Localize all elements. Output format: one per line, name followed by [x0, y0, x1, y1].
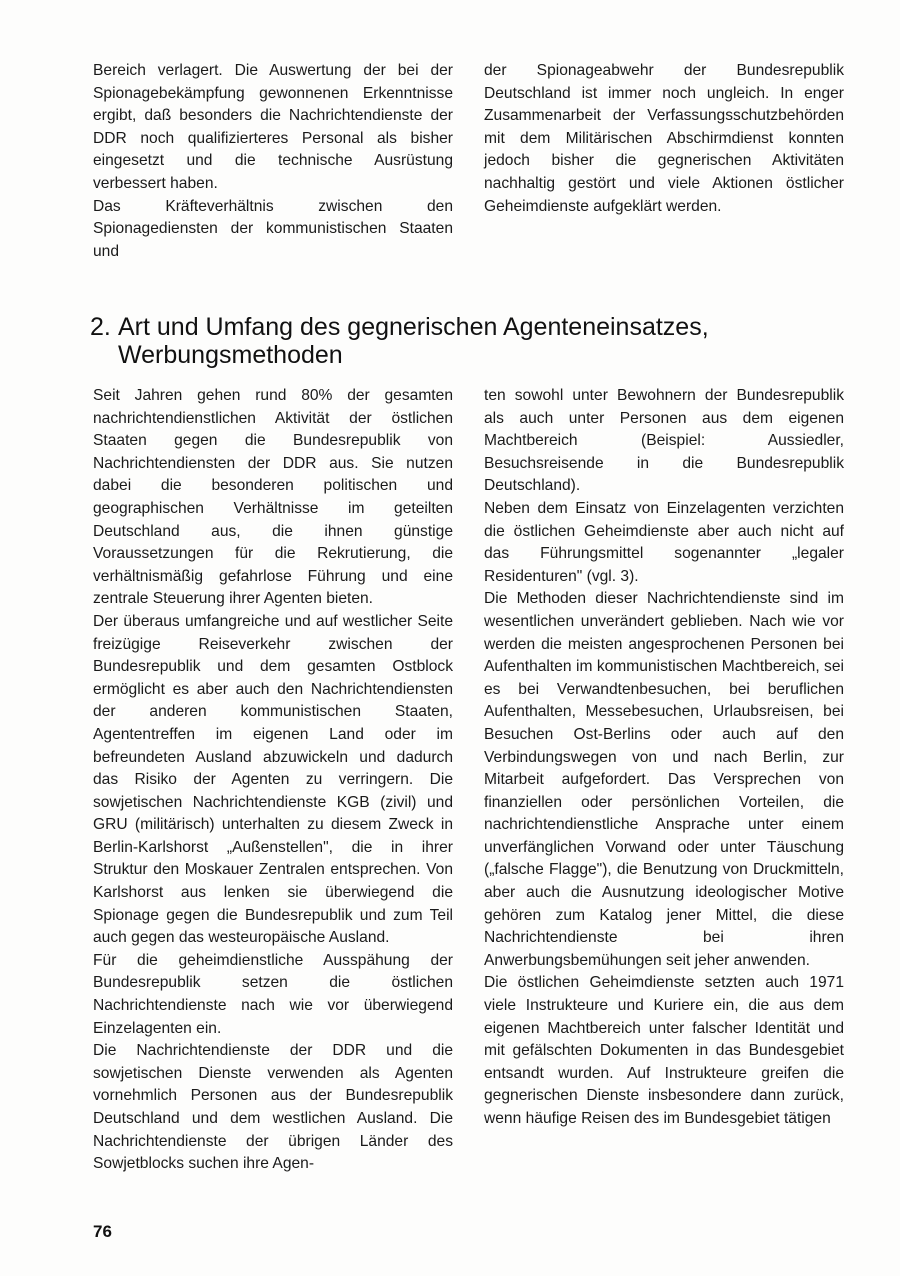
text-column-bottom-left: [93, 385, 453, 1176]
paragraph: Für die geheimdienstliche Ausspähung der Bundesrepublik setzen die östlichen Nachrichtendienste nach wie vor überwiegend Einzelagenten ein.: [93, 951, 453, 1037]
text-column-top-left: [93, 60, 453, 263]
text-column-top-right: [484, 60, 844, 218]
paragraph: Der überaus umfangreiche und auf westlicher Seite freizügige Reiseverkehr zwischen der Bundesrepublik und dem gesamten Ostblock ermöglicht es aber auch den Nachrichtendiensten der anderen kommunistischen Staaten, Agententreffen im eigenen Land oder im befreundeten Ausland abzuwickeln und dadurch das Risiko der Agenten zu verringern. Die sowjetischen Nachrichtendienste KGB (zivil) und GRU (militärisch) unterhalten zu diesem Zweck in Berlin-Karlshorst „Außenstellen", die in ihrer Struktur den Moskauer Zentralen entsprechen. Von Karlshorst aus lenken sie überwiegend die Spionage gegen die Bundesrepublik und zum Teil auch gegen das westeuropäische Ausland.: [93, 612, 453, 947]
section-title-line-1: Art und Umfang des gegnerischen Agenteneinsatzes,: [118, 313, 709, 341]
paragraph: ten sowohl unter Bewohnern der Bundesrepublik als auch unter Personen aus dem eigenen Machtbereich (Beispiel: Aussiedler, Besuchsreisende in die Bundesrepublik Deutschland).: [484, 387, 844, 495]
page-number: 76: [93, 1222, 112, 1241]
paragraph: Die Methoden dieser Nachrichtendienste sind im wesentlichen unverändert geblieben. Nach wie vor werden die meisten angesprochenen Personen bei Aufenthalten im kommunistischen Machtbereich, sei es bei Verwandtenbesuchen, bei beruflichen Aufenthalten, Messebesuchen, Urlaubsreisen, bei Besuchen Ost-Berlins oder auch auf den Verbindungswegen von und nach Berlin, zur Mitarbeit aufgefordert. Das Versprechen von finanziellen oder persönlichen Vorteilen, die nachrichtendienstliche Ansprache unter einem unverfänglichen Vorwand oder unter Täuschung („falsche Flagge"), die Benutzung von Druckmitteln, aber auch die Ausnutzung ideologischer Motive gehören zum Katalog jener Mittel, die diese Nachrichtendienste bei ihren Anwerbungsbemühungen seit jeher anwenden.: [484, 590, 844, 969]
section-heading: [90, 313, 810, 369]
paragraph: Die östlichen Geheimdienste setzten auch 1971 viele Instrukteure und Kuriere ein, die aus dem eigenen Machtbereich unter falscher Identität und mit gefälschten Dokumenten in das Bundesgebiet entsandt wurden. Auf Instrukteure greifen die gegnerischen Dienste insbesondere dann zurück, wenn häufige Reisen des im Bundesgebiet tätigen: [484, 974, 844, 1127]
paragraph: Seit Jahren gehen rund 80% der gesamten nachrichtendienstlichen Aktivität der östlichen Staaten gegen die Bundesrepublik von Nachrichtendiensten der DDR aus. Sie nutzen dabei die besonderen politischen und geographischen Verhältnisse im geteilten Deutschland aus, die ihnen günstige Voraussetzungen für die Rekrutierung, die verhältnismäßig gefahrlose Führung und eine zentrale Steuerung ihrer Agenten bieten.: [93, 387, 453, 608]
text-column-bottom-right: [484, 385, 844, 1131]
paragraph: Das Kräfteverhältnis zwischen den Spionagediensten der kommunistischen Staaten und: [93, 197, 453, 260]
paragraph: Bereich verlagert. Die Auswertung der bei der Spionagebekämpfung gewonnenen Erkenntnisse ergibt, daß besonders die Nachrichtendienste der DDR noch qualifizierteres Personal als bisher eingesetzt und die technische Ausrüstung verbessert haben.: [93, 62, 453, 192]
section-title-line-2: Werbungsmethoden: [118, 341, 343, 369]
paragraph: der Spionageabwehr der Bundesrepublik Deutschland ist immer noch ungleich. In enger Zusammenarbeit der Verfassungsschutzbehörden mit dem Militärischen Abschirmdienst konnten jedoch bisher die gegnerischen Aktivitäten nachhaltig gestört und viele Aktionen östlicher Geheimdienste aufgeklärt werden.: [484, 62, 844, 215]
paragraph: Die Nachrichtendienste der DDR und die sowjetischen Dienste verwenden als Agenten vornehmlich Personen aus der Bundesrepublik Deutschland und dem westlichen Ausland. Die Nachrichtendienste der übrigen Länder des Sowjetblocks suchen ihre Agen-: [93, 1042, 453, 1173]
section-number: 2.: [90, 313, 111, 341]
paragraph: Neben dem Einsatz von Einzelagenten verzichten die östlichen Geheimdienste aber auch nicht auf das Führungsmittel sogenannter „legaler Residenturen" (vgl. 3).: [484, 499, 844, 585]
